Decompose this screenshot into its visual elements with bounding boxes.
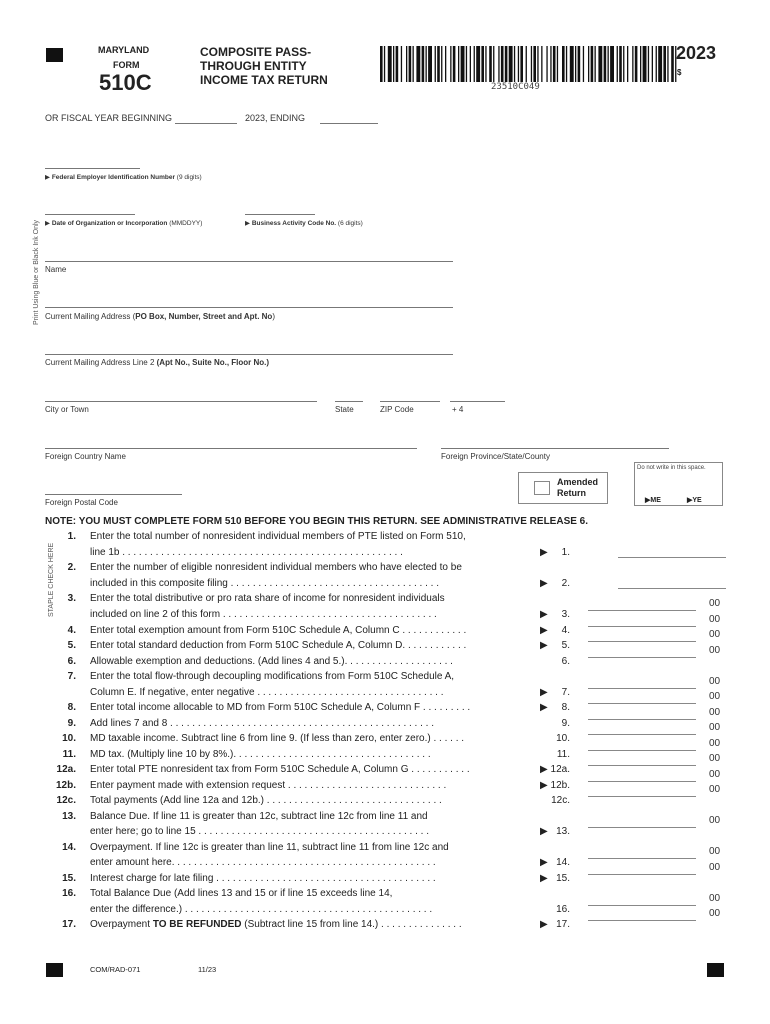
line-12a-cents: 00 — [709, 753, 721, 764]
line-7-text-cont: Column E. If negative, enter negative . . . . . . . . . . . . . . . . . . . . . . . . . . . . . . . . . . — [90, 687, 444, 698]
line-1-text-cont: line 1b . . . . . . . . . . . . . . . . . . . . . . . . . . . . . . . . . . . . . . . . . . . . . . . . . . . — [90, 547, 403, 558]
barcode-bar — [562, 46, 565, 82]
barcode-bar — [388, 46, 392, 82]
fein-field[interactable] — [45, 168, 140, 169]
line-16-cents: 00 — [709, 893, 721, 904]
instruction-note: NOTE: YOU MUST COMPLETE FORM 510 BEFORE YOU BEGIN THIS RETURN. SEE ADMINISTRATIVE RELEASE 6. — [45, 516, 589, 527]
address2-label-bold: (Apt No., Suite No., Floor No.) — [156, 358, 270, 367]
amended-return-box — [518, 472, 608, 504]
form-number: 510C — [99, 70, 152, 95]
barcode-bar — [509, 46, 513, 82]
barcode-bar — [384, 46, 385, 82]
tax-year: 2023 — [676, 43, 717, 63]
arrow-icon: ▶ — [540, 687, 548, 698]
barcode-bar — [489, 46, 492, 82]
line-5-cents: 00 — [709, 629, 721, 640]
barcode-bar — [635, 46, 638, 82]
arrow-icon: ▶ — [540, 578, 548, 589]
arrow-icon: ▶ — [687, 497, 693, 504]
barcode-bar — [591, 46, 594, 82]
line-16-amount-field[interactable] — [588, 905, 696, 906]
fiscal-year-ending-label: 2023, ENDING — [245, 113, 306, 123]
barcode-bar — [550, 46, 551, 82]
address2-label-text: Current Mailing Address Line 2 — [45, 358, 157, 367]
line-17-text-post: (Subtract line 15 from line 14.) . . . . . . . . . . . . . . . — [241, 919, 462, 930]
address-label-text: Current Mailing Address ( — [45, 312, 136, 321]
barcode-bar — [652, 46, 653, 82]
line-1-text: Enter the total number of nonresident individual members of PTE listed on Form 510, — [90, 531, 466, 542]
form-revision: 11/23 — [198, 965, 217, 974]
line-3-amount-field[interactable] — [588, 610, 696, 611]
barcode-bar — [619, 46, 622, 82]
line-10-text: MD taxable income. Subtract line 6 from line 9. (If less than zero, enter zero.) . . . . . . — [90, 733, 465, 744]
barcode-bar — [667, 46, 668, 82]
office-ye-text: YE — [692, 497, 702, 504]
barcode-bar — [598, 46, 602, 82]
line-8-ref: 8. — [561, 702, 570, 713]
barcode-bar — [413, 46, 414, 82]
arrow-icon: ▶ — [540, 547, 548, 558]
activity-code-label — [245, 219, 363, 227]
line-2-number: 2. — [67, 562, 76, 573]
line-8-number: 8. — [67, 702, 76, 713]
barcode-bar — [566, 46, 567, 82]
line-12a-amount-field[interactable] — [588, 765, 696, 766]
line-4-cents: 00 — [709, 614, 721, 625]
line-16-ref: 16. — [556, 904, 570, 915]
arrow-icon: ▶ — [540, 609, 548, 620]
corner-marker-bottom-right — [707, 963, 724, 977]
barcode-bar — [441, 46, 442, 82]
line-3-number: 3. — [67, 593, 76, 604]
arrow-icon: ▶ — [645, 497, 651, 504]
line-13-text-cont: enter here; go to line 15 . . . . . . . . . . . . . . . . . . . . . . . . . . . . . . . . . . . . . . . . . . — [90, 826, 430, 837]
line-13-cents: 00 — [709, 815, 721, 826]
line-10-number: 10. — [62, 733, 76, 744]
line-12b-amount-field[interactable] — [588, 781, 696, 782]
barcode-bar — [498, 46, 499, 82]
line-11-text: MD tax. (Multiply line 10 by 8%.). . . . . . . . . . . . . . . . . . . . . . . . . . . . . . . . . . . . — [90, 749, 431, 760]
barcode-bar — [445, 46, 446, 82]
line-11-amount-field[interactable] — [588, 750, 696, 751]
line-13-amount-field[interactable] — [588, 827, 696, 828]
line-9-ref: 9. — [561, 718, 570, 729]
line-3-text: Enter the total distributive or pro rata share of income for nonresident individuals — [90, 593, 445, 604]
barcode-bar — [632, 46, 633, 82]
zip-field[interactable] — [380, 401, 440, 402]
barcode-text: 23510C049 — [491, 82, 540, 92]
line-1-amount-field[interactable] — [618, 557, 726, 558]
amended-return-label — [557, 477, 598, 499]
line-17-ref: 17. — [556, 919, 570, 930]
fein-label-text: Federal Employer Identification Number — [51, 174, 175, 181]
line-17-text — [90, 919, 462, 930]
office-use-box — [634, 462, 723, 506]
foreign-postal-field[interactable] — [45, 494, 182, 495]
barcode-bar — [648, 46, 649, 82]
line-16-number: 16. — [62, 888, 76, 899]
line-1-number: 1. — [67, 531, 76, 542]
date-field[interactable] — [45, 214, 135, 215]
foreign-province-field[interactable] — [441, 448, 669, 449]
barcode-bar — [604, 46, 607, 82]
line-6-text: Allowable exemption and deductions. (Add lines 4 and 5.). . . . . . . . . . . . . . . . . . . . — [90, 656, 453, 667]
barcode-bar — [578, 46, 581, 82]
line-6-number: 6. — [67, 656, 76, 667]
barcode-bar — [546, 46, 547, 82]
arrow-icon: ▶ — [540, 625, 548, 636]
line-7-ref: 7. — [561, 687, 570, 698]
city-field[interactable] — [45, 401, 317, 402]
line-17-cents: 00 — [709, 908, 721, 919]
form-title-line1: COMPOSITE PASS- — [200, 45, 312, 59]
line-7-text: Enter the total flow-through decoupling modifications from Form 510C Schedule A, — [90, 671, 455, 682]
office-me-text: ME — [650, 497, 661, 504]
dollar-sign: $ — [677, 68, 682, 77]
name-field[interactable] — [45, 261, 453, 262]
line-12c-ref: 12c. — [551, 795, 570, 806]
line-10-amount-field[interactable] — [588, 734, 696, 735]
barcode-bar — [458, 46, 459, 82]
barcode-bar — [514, 46, 515, 82]
line-12b-number: 12b. — [55, 780, 76, 791]
barcode-bar — [470, 46, 471, 82]
address-label-close: ) — [272, 312, 275, 321]
barcode-bar — [575, 46, 576, 82]
state-field-label: State — [335, 405, 354, 414]
barcode-bar — [393, 46, 394, 82]
form-title — [200, 45, 328, 87]
barcode-bar — [450, 46, 451, 82]
address-label — [45, 312, 275, 321]
line-15-number: 15. — [62, 873, 76, 884]
line-8-cents: 00 — [709, 691, 721, 702]
activity-code-label-text: Business Activity Code No. — [251, 220, 337, 227]
line-13-ref: 13. — [556, 826, 570, 837]
barcode-bar — [640, 46, 641, 82]
line-16-text-cont: enter the difference.) . . . . . . . . . . . . . . . . . . . . . . . . . . . . . . . . . . . . . . . . . . . . . — [90, 904, 433, 915]
barcode-bar — [537, 46, 538, 82]
foreign-country-field[interactable] — [45, 448, 417, 449]
corner-marker-bottom-left — [46, 963, 63, 977]
barcode-bar — [583, 46, 584, 82]
barcode-bar — [627, 46, 628, 82]
line-13-number: 13. — [62, 811, 76, 822]
foreign-country-label: Foreign Country Name — [45, 452, 126, 461]
form-code: COM/RAD-071 — [90, 965, 141, 974]
arrow-icon: ▶ — [45, 174, 50, 181]
corner-marker-top-left — [46, 48, 63, 62]
barcode-bar — [409, 46, 412, 82]
arrow-icon: ▶ — [540, 826, 548, 837]
line-12a-text: Enter total PTE nonresident tax from Form 510C Schedule A, Column G . . . . . . . . . . . — [90, 764, 470, 775]
line-6-ref: 6. — [561, 656, 570, 667]
staple-note: STAPLE CHECK HERE — [48, 542, 55, 617]
barcode-bar — [485, 46, 486, 82]
line-14-ref: 14. — [556, 857, 570, 868]
zip4-label: + 4 — [452, 405, 464, 414]
foreign-postal-label: Foreign Postal Code — [45, 498, 118, 507]
line-10-cents: 00 — [709, 722, 721, 733]
line-16-text: Total Balance Due (Add lines 13 and 15 or if line 15 exceeds line 14, — [90, 888, 393, 899]
arrow-icon: ▶ — [540, 640, 548, 651]
barcode-bar — [453, 46, 456, 82]
barcode-bar — [505, 46, 508, 82]
line-15-text: Interest charge for late filing . . . . . . . . . . . . . . . . . . . . . . . . . . . . . . . . . . . . . . . . — [90, 873, 436, 884]
office-use-note: Do not write in this space. — [637, 465, 706, 471]
foreign-province-label: Foreign Province/State/County — [441, 452, 550, 461]
barcode-bar — [663, 46, 666, 82]
line-12c-cents: 00 — [709, 784, 721, 795]
form-word: FORM — [113, 60, 140, 70]
barcode-bar — [671, 46, 674, 82]
line-5-text: Enter total standard deduction from Form 510C Schedule A, Column D. . . . . . . . . . . . — [90, 640, 467, 651]
barcode-bar — [422, 46, 425, 82]
ink-note: Print Using Blue or Black Ink Only — [33, 219, 40, 325]
barcode-bar — [428, 46, 432, 82]
fein-hint: (9 digits) — [176, 174, 202, 181]
line-9-text: Add lines 7 and 8 . . . . . . . . . . . . . . . . . . . . . . . . . . . . . . . . . . . . . . . . . . . . . . . . — [90, 718, 434, 729]
line-8-amount-field[interactable] — [588, 703, 696, 704]
address2-field[interactable] — [45, 354, 453, 355]
line-14-number: 14. — [62, 842, 76, 853]
barcode-bar — [608, 46, 609, 82]
address-label-bold: PO Box, Number, Street and Apt. No — [135, 312, 273, 321]
line-12b-ref: 12b. — [550, 780, 570, 791]
line-2-amount-field[interactable] — [618, 588, 726, 589]
line-17-text-bold: TO BE REFUNDED — [152, 919, 242, 930]
barcode-bar — [493, 46, 494, 82]
line-2-ref: 2. — [561, 578, 570, 589]
line-12a-ref: 12a. — [550, 764, 570, 775]
line-5-amount-field[interactable] — [588, 641, 696, 642]
name-label: Name — [45, 265, 67, 274]
form-title-line2: THROUGH ENTITY — [200, 59, 307, 73]
arrow-icon: ▶ — [540, 702, 548, 713]
line-11-number: 11. — [62, 749, 76, 760]
line-17-number: 17. — [62, 919, 76, 930]
line-10-ref: 10. — [556, 733, 570, 744]
barcode-bar — [531, 46, 532, 82]
barcode-bar — [396, 46, 399, 82]
barcode-bar — [533, 46, 536, 82]
line-11-cents: 00 — [709, 738, 721, 749]
barcode-bar — [380, 46, 383, 82]
office-me-label — [645, 496, 661, 504]
arrow-icon: ▶ — [540, 764, 548, 775]
barcode-bar — [474, 46, 475, 82]
line-3-text-cont: included on line 2 of this form . . . . . . . . . . . . . . . . . . . . . . . . . . . . . . . . . . . . . . . — [90, 609, 437, 620]
fiscal-year-beginning-field[interactable] — [175, 123, 237, 124]
barcode-bar — [476, 46, 480, 82]
line-5-ref: 5. — [561, 640, 570, 651]
office-ye-label — [687, 496, 702, 504]
date-hint: (MMDDYY) — [169, 220, 203, 227]
barcode-bar — [501, 46, 504, 82]
zip-label: ZIP Code — [380, 405, 414, 414]
fein-label — [45, 173, 202, 181]
arrow-icon: ▶ — [245, 220, 250, 227]
line-2-text: Enter the number of eligible nonresident individual members who have elected to be — [90, 562, 462, 573]
barcode-bar — [541, 46, 542, 82]
barcode-bar — [426, 46, 427, 82]
barcode-bar — [406, 46, 407, 82]
arrow-icon: ▶ — [540, 780, 548, 791]
date-label-text: Date of Organization or Incorporation — [51, 220, 168, 227]
line-12b-text: Enter payment made with extension request . . . . . . . . . . . . . . . . . . . . . . . . . . . . . — [90, 780, 447, 791]
line-2-text-cont: included in this composite filing . . . . . . . . . . . . . . . . . . . . . . . . . . . . . . . . . . . . . . — [90, 578, 440, 589]
line-4-text: Enter total exemption amount from Form 510C Schedule A, Column C . . . . . . . . . . . . — [90, 625, 467, 636]
line-8-text: Enter total income allocable to MD from Form 510C Schedule A, Column F . . . . . . . . . — [90, 702, 471, 713]
amended-return-label-line2: Return — [557, 488, 586, 498]
line-12c-amount-field[interactable] — [588, 796, 696, 797]
barcode-bar — [557, 46, 558, 82]
arrow-icon: ▶ — [540, 857, 548, 868]
line-4-ref: 4. — [561, 625, 570, 636]
barcode-bar — [656, 46, 657, 82]
barcode-bar — [553, 46, 556, 82]
line-12c-number: 12c. — [56, 795, 76, 806]
amended-return-checkbox[interactable] — [534, 481, 550, 495]
line-7-number: 7. — [67, 671, 76, 682]
line-14-cents: 00 — [709, 846, 721, 857]
zip4-field[interactable] — [450, 401, 505, 402]
barcode-bar — [570, 46, 574, 82]
barcode-bar — [416, 46, 420, 82]
line-12c-text: Total payments (Add line 12a and 12b.) . . . . . . . . . . . . . . . . . . . . . . . . . . . . . . . . — [90, 795, 442, 806]
address-field[interactable] — [45, 307, 453, 308]
line-5-number: 5. — [67, 640, 76, 651]
arrow-icon: ▶ — [45, 220, 50, 227]
barcode-bar — [617, 46, 618, 82]
line-6-cents: 00 — [709, 645, 721, 656]
state-label: MARYLAND — [98, 45, 150, 55]
barcode-bar — [526, 46, 527, 82]
state-field[interactable] — [335, 401, 363, 402]
barcode — [380, 46, 680, 82]
barcode-bar — [435, 46, 436, 82]
barcode-bar — [610, 46, 614, 82]
line-17-amount-field[interactable] — [588, 920, 696, 921]
barcode-bar — [643, 46, 647, 82]
line-14-text: Overpayment. If line 12c is greater than line 11, subtract line 11 from line 12c and — [90, 842, 449, 853]
address2-label — [45, 358, 269, 367]
form-title-line3: INCOME TAX RETURN — [200, 73, 328, 87]
barcode-bar — [437, 46, 440, 82]
barcode-bar — [466, 46, 467, 82]
line-11-ref: 11. — [556, 749, 570, 760]
line-4-number: 4. — [67, 625, 76, 636]
line-9-cents: 00 — [709, 707, 721, 718]
amended-return-label-line1: Amended — [557, 477, 599, 487]
line-15-ref: 15. — [556, 873, 570, 884]
line-6-amount-field[interactable] — [588, 657, 696, 658]
line-3-cents: 00 — [709, 598, 721, 609]
line-3-ref: 3. — [561, 609, 570, 620]
barcode-bar — [623, 46, 624, 82]
line-15-amount-field[interactable] — [588, 874, 696, 875]
fiscal-year-ending-field[interactable] — [320, 123, 378, 124]
line-12b-cents: 00 — [709, 769, 721, 780]
line-9-number: 9. — [67, 718, 76, 729]
barcode-bar — [588, 46, 589, 82]
line-13-text: Balance Due. If line 11 is greater than 12c, subtract line 12c from line 11 and — [90, 811, 428, 822]
line-14-amount-field[interactable] — [588, 858, 696, 859]
line-14-text-cont: enter amount here. . . . . . . . . . . . . . . . . . . . . . . . . . . . . . . . . . . . . . . . . . . . . . . . — [90, 857, 436, 868]
line-1-ref: 1. — [561, 547, 570, 558]
activity-code-field[interactable] — [245, 214, 315, 215]
barcode-bar — [595, 46, 596, 82]
barcode-bar — [401, 46, 402, 82]
barcode-bar — [461, 46, 465, 82]
line-12a-number: 12a. — [56, 764, 76, 775]
barcode-bar — [518, 46, 519, 82]
fiscal-year-beginning-label: OR FISCAL YEAR BEGINNING — [45, 113, 173, 123]
arrow-icon: ▶ — [540, 873, 548, 884]
barcode-bar — [520, 46, 523, 82]
barcode-bar — [481, 46, 484, 82]
activity-code-hint: (6 digits) — [337, 220, 363, 227]
date-label — [45, 219, 202, 227]
line-15-cents: 00 — [709, 862, 721, 873]
barcode-bar — [658, 46, 662, 82]
line-4-amount-field[interactable] — [588, 626, 696, 627]
line-7-cents: 00 — [709, 676, 721, 687]
line-7-amount-field[interactable] — [588, 688, 696, 689]
line-17-text-pre: Overpayment — [90, 919, 153, 930]
arrow-icon: ▶ — [540, 919, 548, 930]
line-9-amount-field[interactable] — [588, 719, 696, 720]
city-label: City or Town — [45, 405, 89, 414]
